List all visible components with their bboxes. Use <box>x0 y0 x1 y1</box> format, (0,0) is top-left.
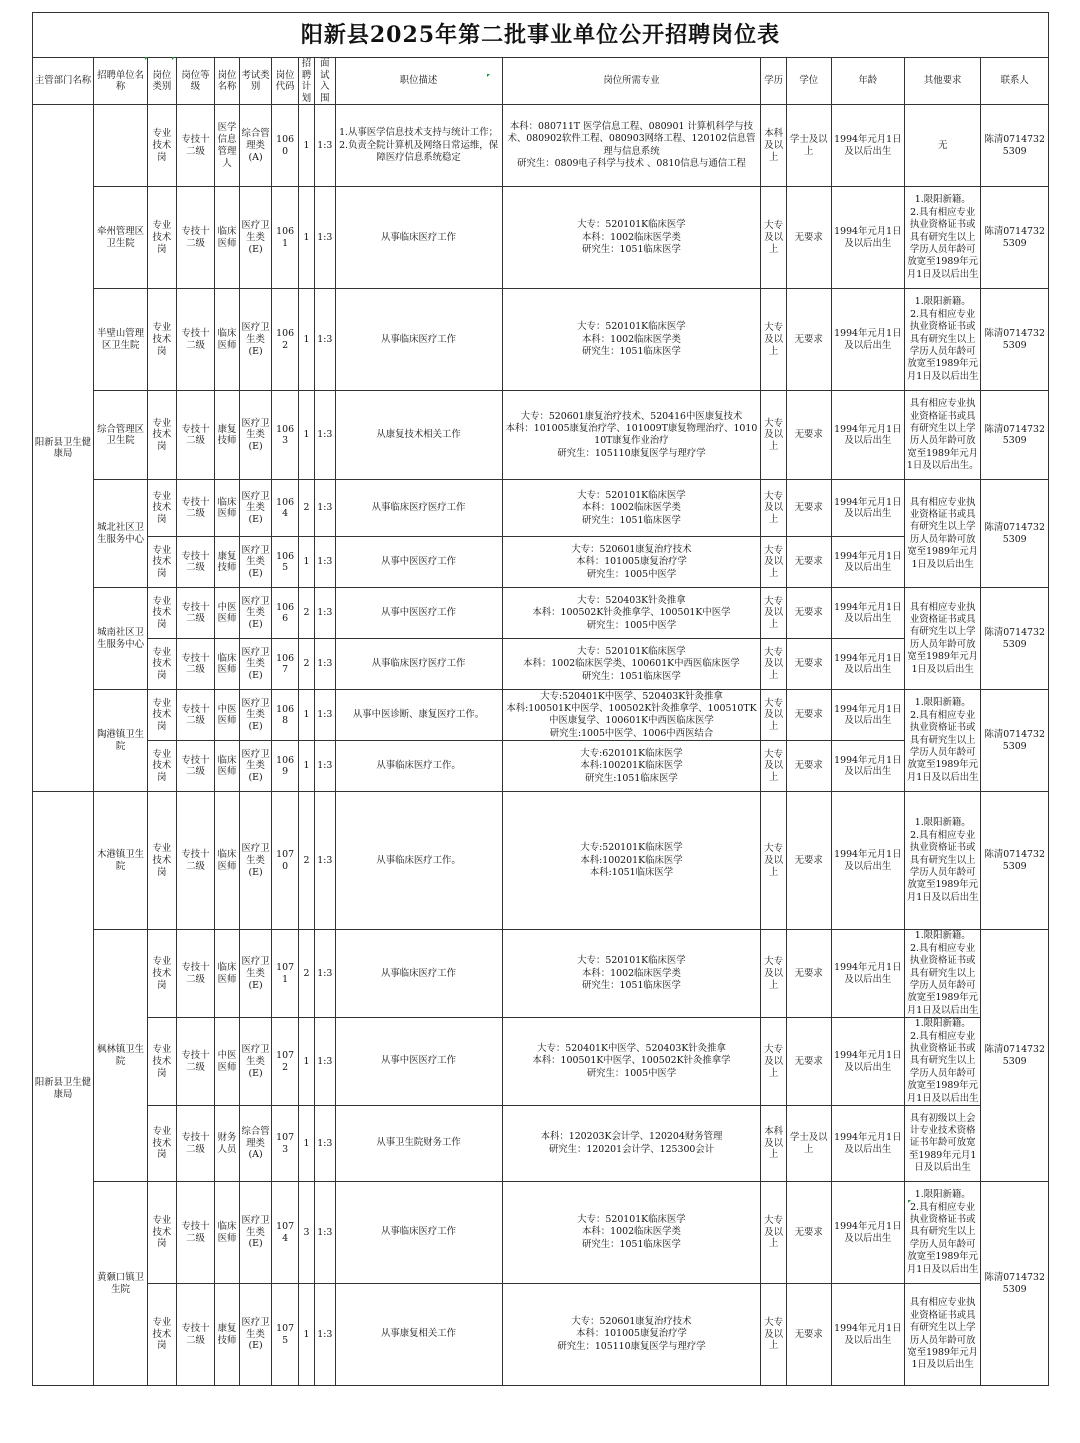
major-cell: 大专：520101K临床医学 本科：1002临床医学类 研究生：1051临床医学 <box>502 1182 761 1284</box>
cell-marker-icon <box>172 57 175 60</box>
age-cell: 1994年元月1日及以后出生 <box>831 792 904 930</box>
code-cell: 1071 <box>272 930 298 1018</box>
plan-cell: 1 <box>298 1106 314 1182</box>
cell-marker-icon <box>487 74 490 77</box>
ratio-cell: 1:3 <box>315 1018 335 1106</box>
level-cell: 专技十二级 <box>176 639 215 690</box>
category-cell: 专业技术岗 <box>148 105 177 187</box>
plan-cell: 1 <box>298 1284 314 1386</box>
edu-cell: 大专及以上 <box>761 741 786 792</box>
code-cell: 1072 <box>272 1018 298 1106</box>
edu-cell: 大专及以上 <box>761 187 786 289</box>
code-cell: 1074 <box>272 1182 298 1284</box>
header-desc: 职位描述 <box>335 58 502 105</box>
post-cell: 临床医师 <box>215 1182 239 1284</box>
age-cell: 1994年元月1日及以后出生 <box>831 741 904 792</box>
ratio-cell: 1:3 <box>315 391 335 480</box>
post-cell: 临床医师 <box>215 741 239 792</box>
plan-cell: 2 <box>298 792 314 930</box>
age-cell: 1994年元月1日及以后出生 <box>831 391 904 480</box>
contact-cell: 陈清07147325309 <box>981 690 1049 792</box>
exam-cell: 医疗卫生类(E) <box>239 588 272 639</box>
level-cell: 专技十二级 <box>176 930 215 1018</box>
desc-cell: 从事临床医疗医疗工作 <box>335 480 502 537</box>
category-cell: 专业技术岗 <box>148 480 177 537</box>
level-cell: 专技十二级 <box>176 289 215 391</box>
category-cell: 专业技术岗 <box>148 187 177 289</box>
exam-cell: 医疗卫生类(E) <box>239 1182 272 1284</box>
other-cell: 1.限阳新籍。 2.具有相应专业执业资格证书或具有研究生以上学历人员年龄可放宽至1989年元月1日及以后出生 <box>904 792 980 930</box>
major-cell: 本科：120203K会计学、120204财务管理 研究生：120201会计学、125300会计 <box>502 1106 761 1182</box>
post-cell: 临床医师 <box>215 187 239 289</box>
category-cell: 专业技术岗 <box>148 1182 177 1284</box>
contact-cell: 陈清07147325309 <box>981 105 1049 187</box>
contact-cell: 陈清07147325309 <box>981 289 1049 391</box>
edu-cell: 本科及以上 <box>761 105 786 187</box>
exam-cell: 医疗卫生类(E) <box>239 289 272 391</box>
exam-cell: 医疗卫生类(E) <box>239 187 272 289</box>
desc-cell: 从事中医医疗工作 <box>335 1018 502 1106</box>
unit-cell: 木港镇卫生院 <box>94 792 148 930</box>
degree-cell: 无要求 <box>786 741 831 792</box>
exam-cell: 医疗卫生类(E) <box>239 690 272 741</box>
code-cell: 1075 <box>272 1284 298 1386</box>
other-cell: 具有相应专业执业资格证书或具有研究生以上学历人员年龄可放宽至1989年元月1日及以后出生。 <box>904 391 980 480</box>
ratio-cell: 1:3 <box>315 588 335 639</box>
major-cell: 本科：080711T 医学信息工程、080901 计算机科学与技术、080902软件工程、080903网络工程、120102信息管理与信息系统 研究生：0809电子科学与技术 、0810信息与通信工程 <box>502 105 761 187</box>
table-row <box>33 1018 1049 1106</box>
edu-cell: 大专及以上 <box>761 1284 786 1386</box>
desc-cell: 从康复技术相关工作 <box>335 391 502 480</box>
category-cell: 专业技术岗 <box>148 1106 177 1182</box>
table-row <box>33 537 1049 588</box>
major-cell: 大专：520601康复治疗技术 本科：101005康复治疗学 研究生：1005中医学 <box>502 537 761 588</box>
unit-cell: 综合管理区卫生院 <box>94 391 148 480</box>
degree-cell: 学士及以上 <box>786 105 831 187</box>
major-cell: 大专:620101K临床医学 本科:100201K临床医学 研究生:1051临床医学 <box>502 741 761 792</box>
unit-cell: 枫林镇卫生院 <box>94 930 148 1182</box>
post-cell: 康复技师 <box>215 537 239 588</box>
degree-cell: 无要求 <box>786 588 831 639</box>
table-row <box>33 741 1049 792</box>
edu-cell: 大专及以上 <box>761 537 786 588</box>
edu-cell: 大专及以上 <box>761 391 786 480</box>
level-cell: 专技十二级 <box>176 792 215 930</box>
edu-cell: 大专及以上 <box>761 588 786 639</box>
edu-cell: 大专及以上 <box>761 289 786 391</box>
ratio-cell: 1:3 <box>315 741 335 792</box>
level-cell: 专技十二级 <box>176 1106 215 1182</box>
post-cell: 临床医师 <box>215 480 239 537</box>
exam-cell: 医疗卫生类(E) <box>239 930 272 1018</box>
major-cell: 大专：520401K中医学、520403K针灸推拿 本科：100501K中医学、100502K针灸推拿学 研究生：1005中医学 <box>502 1018 761 1106</box>
contact-cell: 陈清07147325309 <box>981 391 1049 480</box>
table-row <box>33 1106 1049 1182</box>
table-row <box>33 1182 1049 1284</box>
table-row <box>33 930 1049 1018</box>
edu-cell: 本科及以上 <box>761 1106 786 1182</box>
plan-cell: 1 <box>298 105 314 187</box>
exam-cell: 医疗卫生类(E) <box>239 480 272 537</box>
desc-cell: 从事临床医疗工作 <box>335 930 502 1018</box>
age-cell: 1994年元月1日及以后出生 <box>831 690 904 741</box>
unit-cell: 黄颡口镇卫生院 <box>94 1182 148 1386</box>
level-cell: 专技十二级 <box>176 690 215 741</box>
ratio-cell: 1:3 <box>315 105 335 187</box>
level-cell: 专技十二级 <box>176 391 215 480</box>
edu-cell: 大专及以上 <box>761 1018 786 1106</box>
major-cell: 大专：520403K针灸推拿 本科：100502K针灸推拿学、100501K中医学 研究生：1005中医学 <box>502 588 761 639</box>
degree-cell: 无要求 <box>786 1182 831 1284</box>
post-cell: 康复技师 <box>215 1284 239 1386</box>
desc-cell: 从事中医医疗工作 <box>335 537 502 588</box>
header-dept: 主管部门名称 <box>33 58 94 105</box>
table-row <box>33 639 1049 690</box>
code-cell: 1062 <box>272 289 298 391</box>
desc-cell: 从事临床医疗工作。 <box>335 792 502 930</box>
plan-cell: 1 <box>298 741 314 792</box>
category-cell: 专业技术岗 <box>148 930 177 1018</box>
code-cell: 1066 <box>272 588 298 639</box>
category-cell: 专业技术岗 <box>148 1018 177 1106</box>
table-row <box>33 588 1049 639</box>
degree-cell: 无要求 <box>786 792 831 930</box>
category-cell: 专业技术岗 <box>148 690 177 741</box>
exam-cell: 医疗卫生类(E) <box>239 639 272 690</box>
age-cell: 1994年元月1日及以后出生 <box>831 187 904 289</box>
post-cell: 中医医师 <box>215 690 239 741</box>
table-title: 阳新县2025年第二批事业单位公开招聘岗位表 <box>33 13 1049 58</box>
cell-marker-icon <box>908 1200 911 1203</box>
code-cell: 1060 <box>272 105 298 187</box>
other-cell: 1.限阳新籍。 2.具有相应专业执业资格证书或具有研究生以上学历人员年龄可放宽至1989年元月1日及以后出生 <box>904 187 980 289</box>
category-cell: 专业技术岗 <box>148 792 177 930</box>
age-cell: 1994年元月1日及以后出生 <box>831 480 904 537</box>
table-row <box>33 391 1049 480</box>
header-degree: 学位 <box>786 58 831 105</box>
ratio-cell: 1:3 <box>315 289 335 391</box>
major-cell: 大专：520101K临床医学 本科：1002临床医学类、100601K中西医临床医学 研究生：1051临床医学 <box>502 639 761 690</box>
level-cell: 专技十二级 <box>176 588 215 639</box>
exam-cell: 医疗卫生类(E) <box>239 741 272 792</box>
category-cell: 专业技术岗 <box>148 588 177 639</box>
plan-cell: 1 <box>298 537 314 588</box>
ratio-cell: 1:3 <box>315 187 335 289</box>
plan-cell: 2 <box>298 588 314 639</box>
edu-cell: 大专及以上 <box>761 792 786 930</box>
cell-marker-icon <box>145 57 148 60</box>
plan-cell: 1 <box>298 1018 314 1106</box>
header-level: 岗位等级 <box>176 58 215 105</box>
degree-cell: 无要求 <box>786 639 831 690</box>
degree-cell: 无要求 <box>786 537 831 588</box>
major-cell: 大专：520101K临床医学 本科：1002临床医学类 研究生：1051临床医学 <box>502 187 761 289</box>
plan-cell: 1 <box>298 187 314 289</box>
exam-cell: 医疗卫生类(E) <box>239 1284 272 1386</box>
desc-cell: 从事临床医疗医疗工作 <box>335 639 502 690</box>
level-cell: 专技十二级 <box>176 537 215 588</box>
recruitment-table <box>32 12 1049 1386</box>
post-cell: 中医医师 <box>215 1018 239 1106</box>
ratio-cell: 1:3 <box>315 1182 335 1284</box>
post-cell: 中医医师 <box>215 588 239 639</box>
edu-cell: 大专及以上 <box>761 930 786 1018</box>
age-cell: 1994年元月1日及以后出生 <box>831 537 904 588</box>
contact-cell: 陈清07147325309 <box>981 930 1049 1182</box>
level-cell: 专技十二级 <box>176 187 215 289</box>
header-unit: 招聘单位名称 <box>94 58 148 105</box>
code-cell: 1070 <box>272 792 298 930</box>
unit-cell: 城南社区卫生服务中心 <box>94 588 148 690</box>
ratio-cell: 1:3 <box>315 792 335 930</box>
header-exam: 考试类别 <box>239 58 272 105</box>
age-cell: 1994年元月1日及以后出生 <box>831 1106 904 1182</box>
major-cell: 大专：520101K临床医学 本科：1002临床医学类 研究生：1051临床医学 <box>502 480 761 537</box>
plan-cell: 1 <box>298 690 314 741</box>
desc-cell: 从事中医医疗工作 <box>335 588 502 639</box>
level-cell: 专技十二级 <box>176 480 215 537</box>
plan-cell: 2 <box>298 930 314 1018</box>
table-row <box>33 690 1049 741</box>
age-cell: 1994年元月1日及以后出生 <box>831 930 904 1018</box>
contact-cell: 陈清07147325309 <box>981 792 1049 930</box>
contact-cell: 陈清07147325309 <box>981 1182 1049 1386</box>
header-contact: 联系人 <box>981 58 1049 105</box>
ratio-cell: 1:3 <box>315 1106 335 1182</box>
degree-cell: 无要求 <box>786 480 831 537</box>
exam-cell: 医疗卫生类(E) <box>239 792 272 930</box>
category-cell: 专业技术岗 <box>148 639 177 690</box>
ratio-cell: 1:3 <box>315 1284 335 1386</box>
degree-cell: 无要求 <box>786 187 831 289</box>
header-row <box>33 58 1049 105</box>
other-cell: 1.限阳新籍。 2.具有相应专业执业资格证书或具有研究生以上学历人员年龄可放宽至1989年元月1日及以后出生 <box>904 690 980 792</box>
age-cell: 1994年元月1日及以后出生 <box>831 105 904 187</box>
code-cell: 1068 <box>272 690 298 741</box>
ratio-cell: 1:3 <box>315 930 335 1018</box>
exam-cell: 综合管理类(A) <box>239 1106 272 1182</box>
other-cell: 无 <box>904 105 980 187</box>
other-cell: 具有相应专业执业资格证书或具有研究生以上学历人员年龄可放宽至1989年元月1日及以后出生 <box>904 1284 980 1386</box>
table-row <box>33 792 1049 930</box>
major-cell: 大专：520101K临床医学 本科：1002临床医学类 研究生：1051临床医学 <box>502 289 761 391</box>
header-major: 岗位所需专业 <box>502 58 761 105</box>
other-cell: 具有初级以上会计专业技术资格证书年龄可放宽至1989年元月1日及以后出生 <box>904 1106 980 1182</box>
other-cell: 1.限阳新籍。 2.具有相应专业执业资格证书或具有研究生以上学历人员年龄可放宽至1989年元月1日及以后出生 <box>904 930 980 1018</box>
unit-cell: 陶港镇卫生院 <box>94 690 148 792</box>
header-plan: 招聘计划 <box>298 58 314 105</box>
category-cell: 专业技术岗 <box>148 537 177 588</box>
major-cell: 大专:520101K临床医学 本科:100201K临床医学 本科:1051临床医学 <box>502 792 761 930</box>
other-cell: 1.限阳新籍。 2.具有相应专业执业资格证书或具有研究生以上学历人员年龄可放宽至1989年元月1日及以后出生 <box>904 289 980 391</box>
edu-cell: 大专及以上 <box>761 1182 786 1284</box>
category-cell: 专业技术岗 <box>148 289 177 391</box>
table-row <box>33 105 1049 187</box>
header-age: 年龄 <box>831 58 904 105</box>
other-cell: 具有相应专业执业资格证书或具有研究生以上学历人员年龄可放宽至1989年元月1日及以后出生 <box>904 480 980 588</box>
major-cell: 大专：520101K临床医学 本科：1002临床医学类 研究生：1051临床医学 <box>502 930 761 1018</box>
category-cell: 专业技术岗 <box>148 741 177 792</box>
post-cell: 财务人员 <box>215 1106 239 1182</box>
ratio-cell: 1:3 <box>315 690 335 741</box>
level-cell: 专技十二级 <box>176 1018 215 1106</box>
contact-cell: 陈清07147325309 <box>981 588 1049 690</box>
desc-cell: 从事中医诊断、康复医疗工作。 <box>335 690 502 741</box>
plan-cell: 2 <box>298 480 314 537</box>
age-cell: 1994年元月1日及以后出生 <box>831 1018 904 1106</box>
table-row <box>33 187 1049 289</box>
degree-cell: 无要求 <box>786 930 831 1018</box>
major-cell: 大专：520601康复治疗技术 本科：101005康复治疗学 研究生：105110康复医学与理疗学 <box>502 1284 761 1386</box>
header-other: 其他要求 <box>904 58 980 105</box>
major-cell: 大专:520401K中医学、520403K针灸推拿 本科:100501K中医学、100502K针灸推拿学、100510TK中医康复学、100601K中西医临床医学 研究生:1005中医学、1006中西医结合 <box>502 690 761 741</box>
degree-cell: 学士及以上 <box>786 1106 831 1182</box>
other-cell: 1.限阳新籍。 2.具有相应专业执业资格证书或具有研究生以上学历人员年龄可放宽至1989年元月1日及以后出生 <box>904 1018 980 1106</box>
header-code: 岗位代码 <box>272 58 298 105</box>
code-cell: 1061 <box>272 187 298 289</box>
category-cell: 专业技术岗 <box>148 391 177 480</box>
ratio-cell: 1:3 <box>315 639 335 690</box>
desc-cell: 从事临床医疗工作。 <box>335 741 502 792</box>
degree-cell: 无要求 <box>786 1284 831 1386</box>
level-cell: 专技十二级 <box>176 741 215 792</box>
desc-cell: 从事卫生院财务工作 <box>335 1106 502 1182</box>
unit-cell: 半壁山管理区卫生院 <box>94 289 148 391</box>
major-cell: 大专：520601康复治疗技术、520416中医康复技术 本科：101005康复治疗学、101009T康复物理治疗、101010T康复作业治疗 研究生：105110康复医学与理疗学 <box>502 391 761 480</box>
code-cell: 1073 <box>272 1106 298 1182</box>
plan-cell: 1 <box>298 289 314 391</box>
exam-cell: 医疗卫生类(E) <box>239 1018 272 1106</box>
age-cell: 1994年元月1日及以后出生 <box>831 639 904 690</box>
header-post: 岗位名称 <box>215 58 239 105</box>
ratio-cell: 1:3 <box>315 537 335 588</box>
other-cell: 具有相应专业执业资格证书或具有研究生以上学历人员年龄可放宽至1989年元月1日及以后出生 <box>904 588 980 690</box>
age-cell: 1994年元月1日及以后出生 <box>831 289 904 391</box>
code-cell: 1064 <box>272 480 298 537</box>
exam-cell: 医疗卫生类(E) <box>239 391 272 480</box>
dept-cell: 阳新县卫生健康局 <box>33 105 94 792</box>
plan-cell: 3 <box>298 1182 314 1284</box>
post-cell: 康复技师 <box>215 391 239 480</box>
unit-cell: 城北社区卫生服务中心 <box>94 480 148 588</box>
desc-cell: 1.从事医学信息技术支持与统计工作；2.负责全院计算机及网络日常运维，保障医疗信息系统稳定 <box>335 105 502 187</box>
edu-cell: 大专及以上 <box>761 690 786 741</box>
contact-cell: 陈清07147325309 <box>981 187 1049 289</box>
level-cell: 专技十二级 <box>176 1284 215 1386</box>
contact-cell: 陈清07147325309 <box>981 480 1049 588</box>
degree-cell: 无要求 <box>786 690 831 741</box>
post-cell: 医学信息管理人 <box>215 105 239 187</box>
post-cell: 临床医师 <box>215 792 239 930</box>
other-cell: 1.限阳新籍。 2.具有相应专业执业资格证书或具有研究生以上学历人员年龄可放宽至1989年元月1日及以后出生 <box>904 1182 980 1284</box>
header-edu: 学历 <box>761 58 786 105</box>
exam-cell: 医疗卫生类(E) <box>239 537 272 588</box>
code-cell: 1063 <box>272 391 298 480</box>
dept-cell: 阳新县卫生健康局 <box>33 792 94 1386</box>
desc-cell: 从事临床医疗工作 <box>335 1182 502 1284</box>
desc-cell: 从事临床医疗工作 <box>335 187 502 289</box>
ratio-cell: 1:3 <box>315 480 335 537</box>
plan-cell: 1 <box>298 391 314 480</box>
code-cell: 1069 <box>272 741 298 792</box>
desc-cell: 从事临床医疗工作 <box>335 289 502 391</box>
degree-cell: 无要求 <box>786 289 831 391</box>
plan-cell: 2 <box>298 639 314 690</box>
desc-cell: 从事康复相关工作 <box>335 1284 502 1386</box>
table-row <box>33 1284 1049 1386</box>
post-cell: 临床医师 <box>215 930 239 1018</box>
category-cell: 专业技术岗 <box>148 1284 177 1386</box>
unit-cell: 牵州管理区卫生院 <box>94 187 148 289</box>
post-cell: 临床医师 <box>215 289 239 391</box>
age-cell: 1994年元月1日及以后出生 <box>831 588 904 639</box>
age-cell: 1994年元月1日及以后出生 <box>831 1182 904 1284</box>
age-cell: 1994年元月1日及以后出生 <box>831 1284 904 1386</box>
post-cell: 临床医师 <box>215 639 239 690</box>
edu-cell: 大专及以上 <box>761 639 786 690</box>
level-cell: 专技十二级 <box>176 1182 215 1284</box>
code-cell: 1067 <box>272 639 298 690</box>
exam-cell: 综合管理类(A) <box>239 105 272 187</box>
unit-cell-blank <box>94 105 148 187</box>
table-row <box>33 480 1049 537</box>
header-category: 岗位类别 <box>148 58 177 105</box>
code-cell: 1065 <box>272 537 298 588</box>
degree-cell: 无要求 <box>786 391 831 480</box>
edu-cell: 大专及以上 <box>761 480 786 537</box>
degree-cell: 无要求 <box>786 1018 831 1106</box>
table-row <box>33 289 1049 391</box>
level-cell: 专技十二级 <box>176 105 215 187</box>
header-ratio: 面试入围 <box>315 58 335 105</box>
